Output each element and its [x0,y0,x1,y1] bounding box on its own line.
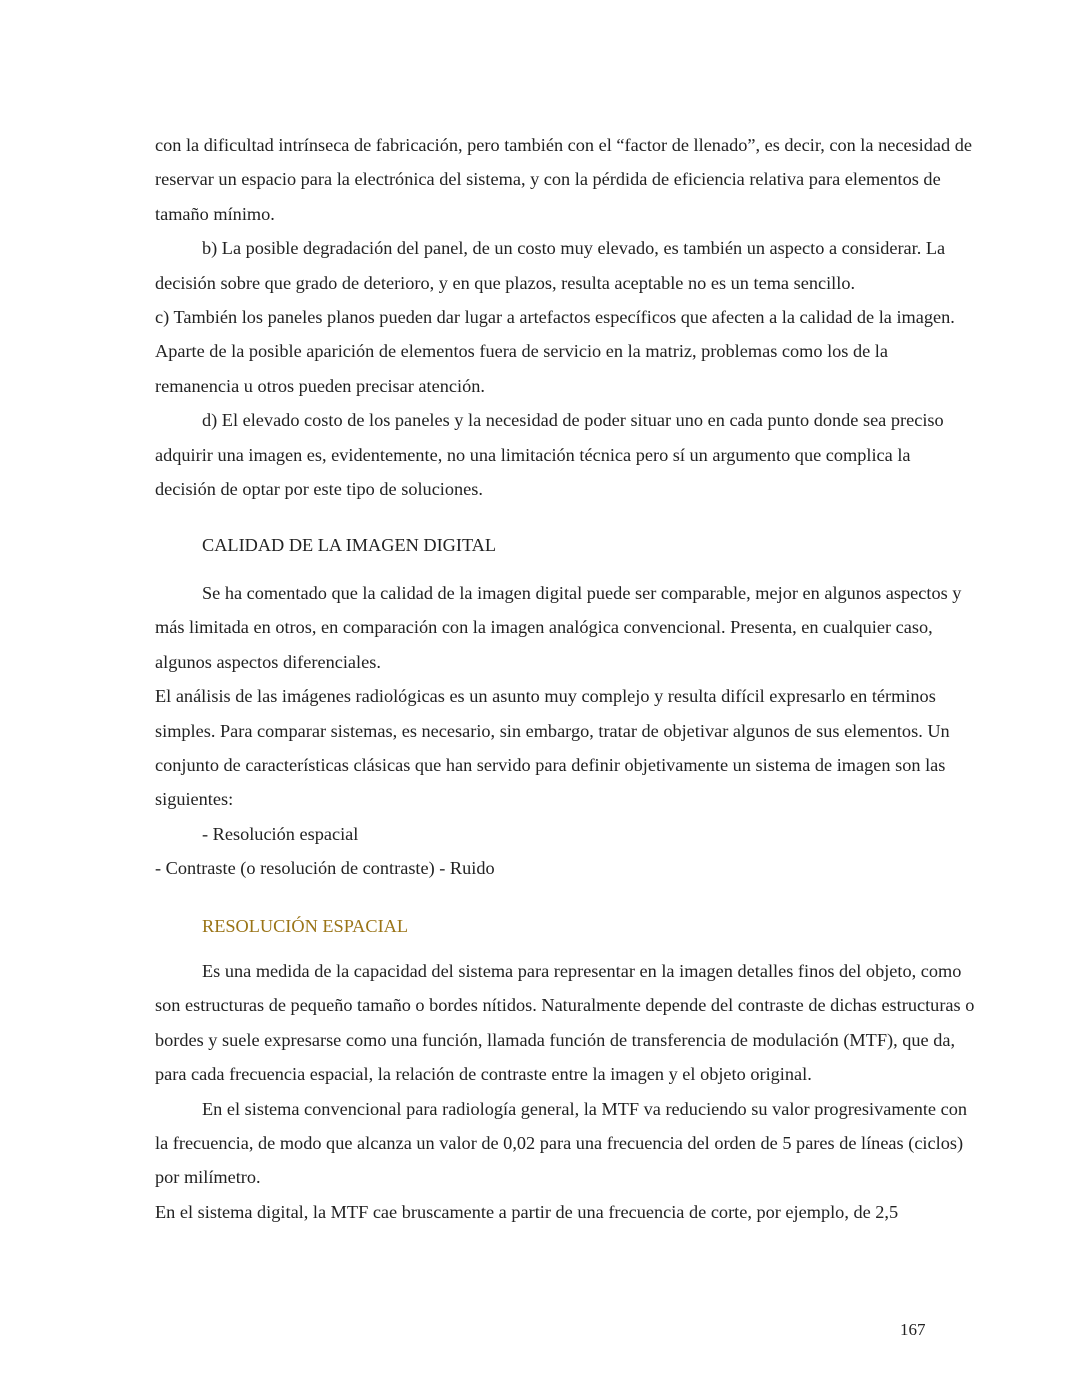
paragraph-sistema-convencional: En el sistema convencional para radiología general, la MTF va reduciendo su valor progresivamente con la frecuencia, de modo que alcanza un valor de 0,02 para una frecuencia del orden de 5 pares de líneas (ciclos) por milímetro. [155,1098,968,1188]
paragraph-item-d: d) El elevado costo de los paneles y la necesidad de poder situar uno en cada punto donde sea preciso adquirir una imagen es, evidentemente, no una limitación técnica pero sí un argumento que complica la decisión de optar por este tipo de soluciones. [155,410,944,500]
section-heading-resolucion: RESOLUCIÓN ESPACIAL [202,915,409,936]
list-item-contraste-ruido: - Contraste (o resolución de contraste) - Ruido [155,858,495,879]
page-number: 167 [900,1320,926,1339]
list-item-resolucion: - Resolución espacial [202,823,359,844]
section-heading-calidad: CALIDAD DE LA IMAGEN DIGITAL [202,535,497,556]
paragraph-item-b: b) La posible degradación del panel, de un costo muy elevado, es también un aspecto a considerar. La decisión sobre que grado de deterioro, y en que plazos, resulta aceptable no es un tema sencillo. [155,238,946,293]
document-page [155,128,975,1229]
paragraph-analisis: El análisis de las imágenes radiológicas es un asunto muy complejo y resulta difícil expresarlo en términos simples. Para comparar sistemas, es necesario, sin embargo, tratar de objetivar algunos de sus elementos. Un conjunto de características clásicas que han servido para definir objetivamente un sistema de imagen son las siguientes: [155,686,950,810]
paragraph-intro: con la dificultad intrínseca de fabricación, pero también con el “factor de llenado”, es decir, con la necesidad de reservar un espacio para la electrónica del sistema, y con la pérdida de eficiencia relativa para elementos de tamaño mínimo. [155,135,972,224]
paragraph-item-c: c) También los paneles planos pueden dar lugar a artefactos específicos que afecten a la calidad de la imagen. Aparte de la posible aparición de elementos fuera de servicio en la matriz, problemas como los de la remanencia u otros pueden precisar atención. [155,307,955,396]
paragraph-resolucion-definicion: Es una medida de la capacidad del sistema para representar en la imagen detalles finos del objeto, como son estructuras de pequeño tamaño o bordes nítidos. Naturalmente depende del contraste de dichas estructuras o bordes y suele expresarse como una función, llamada función de transferencia de modulación (MTF), que da, para cada frecuencia espacial, la relación de contraste entre la imagen y el objeto original. [155,960,975,1085]
paragraph-calidad-intro: Se ha comentado que la calidad de la imagen digital puede ser comparable, mejor en algunos aspectos y más limitada en otros, en comparación con la imagen analógica convencional. Presenta, en cualquier caso, algunos aspectos diferenciales. [155,582,962,672]
paragraph-sistema-digital: En el sistema digital, la MTF cae bruscamente a partir de una frecuencia de corte, por ejemplo, de 2,5 [155,1201,899,1222]
